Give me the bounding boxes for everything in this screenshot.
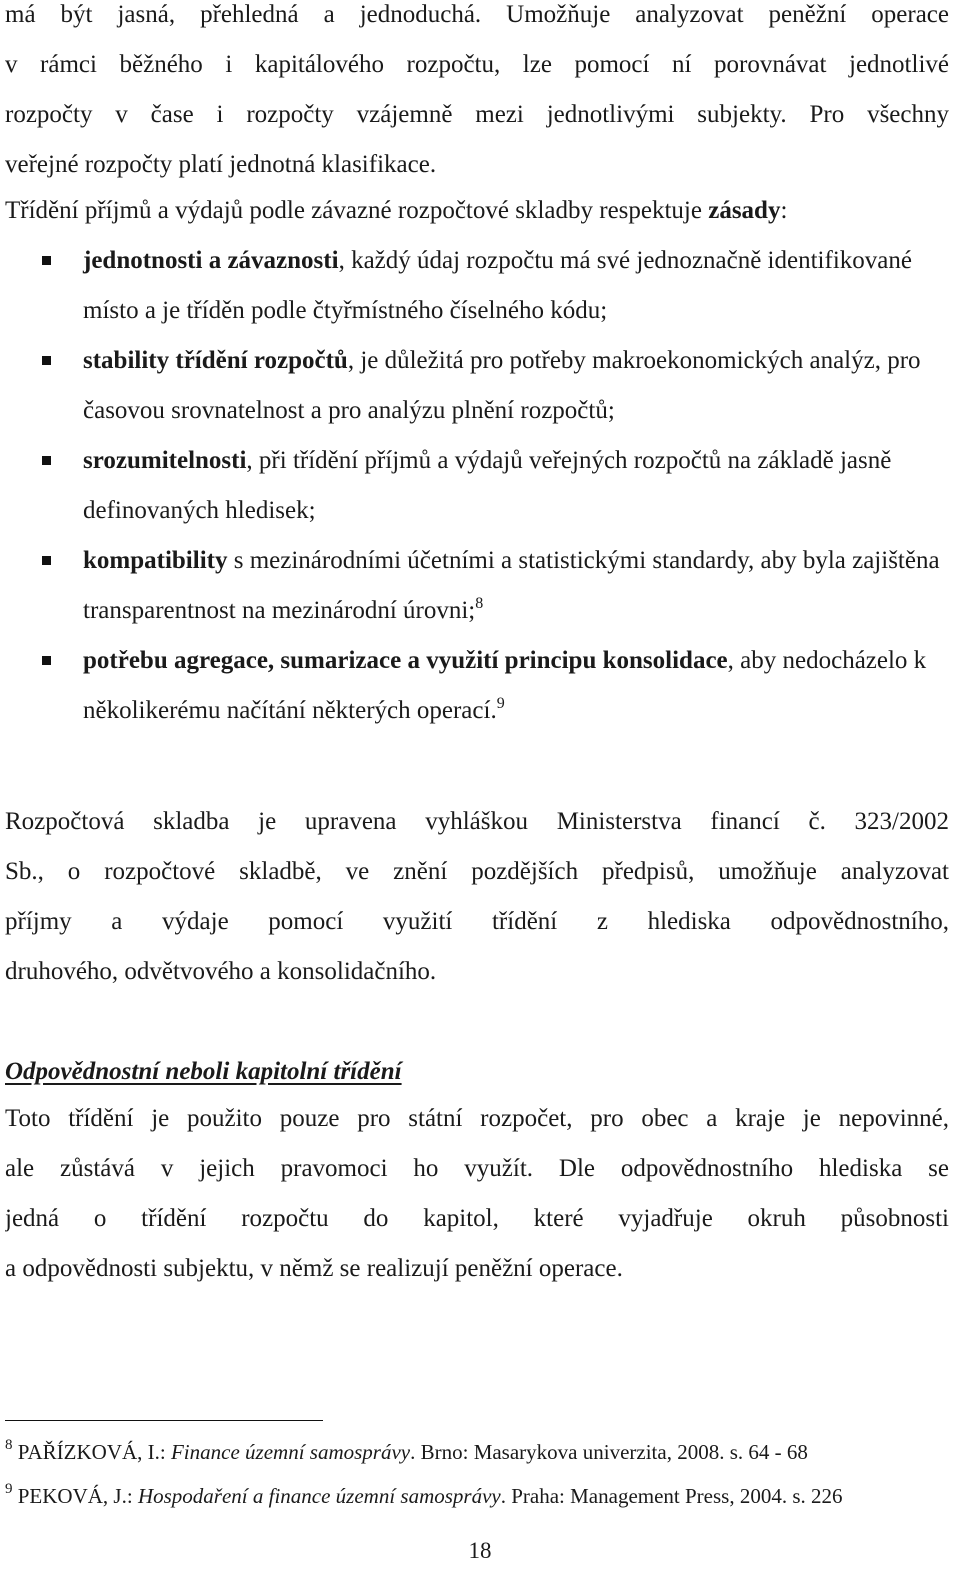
list-item (5, 236, 949, 336)
principles-intro (5, 186, 949, 236)
principle-term: stability třídění rozpočtů (83, 347, 348, 374)
principle-term: kompatibility (83, 547, 228, 574)
footnote-ref-9[interactable]: 9 (496, 695, 505, 712)
principles-list (5, 236, 949, 736)
footnote-title: Finance územní samosprávy (170, 1440, 411, 1464)
list-item (5, 636, 949, 736)
regulation-line-4: druhového, odvětvového a konsolidačního. (5, 958, 437, 985)
footnote-number: 8 (5, 1437, 13, 1453)
principles-intro-bold: zásady (708, 197, 781, 224)
list-item (5, 536, 949, 636)
section-heading: Odpovědnostní neboli kapitolní třídění (5, 1058, 402, 1085)
section-line-2: ale zůstává v jejich pravomoci ho využít. Dle odpovědnostního hlediska se (5, 1155, 949, 1182)
principle-term: srozumitelnosti (83, 447, 247, 474)
intro-line-4: veřejné rozpočty platí jednotná klasifikace. (5, 151, 437, 178)
principles-intro-text: Třídění příjmů a výdajů podle závazné rozpočtové skladby respektuje (5, 197, 709, 224)
section-line-1: Toto třídění je použito pouze pro státní rozpočet, pro obec a kraje je nepovinné, (5, 1105, 949, 1132)
principle-text: , aby nedocházelo k několikerému načítání některých operací. (83, 647, 927, 724)
regulation-paragraph (5, 797, 949, 997)
principle-text: , při třídění příjmů a výdajů veřejných rozpočtů na základě jasně definovaných hledisek; (83, 447, 892, 524)
square-bullet-icon (42, 556, 51, 565)
regulation-line-2: Sb., o rozpočtové skladbě, ve znění pozdějších předpisů, umožňuje analyzovat (5, 858, 949, 885)
square-bullet-icon (42, 356, 51, 365)
footnote-author: PEKOVÁ, J.: (17, 1484, 138, 1508)
footnote-number: 9 (5, 1481, 13, 1497)
footnote-rest: . Praha: Management Press, 2004. s. 226 (500, 1484, 843, 1508)
list-item (5, 436, 949, 536)
footnote-author: PAŘÍZKOVÁ, I.: (17, 1440, 171, 1464)
intro-line-1: má být jasná, přehledná a jednoduchá. Umožňuje analyzovat peněžní operace (5, 1, 949, 28)
section-paragraph (5, 1094, 949, 1294)
list-item (5, 336, 949, 436)
section-line-3: jedná o třídění rozpočtu do kapitol, které vyjadřuje okruh působnosti (5, 1205, 949, 1232)
intro-line-2: v rámci běžného i kapitálového rozpočtu, lze pomocí ní porovnávat jednotlivé (5, 51, 949, 78)
principle-text: , každý údaj rozpočtu má své jednoznačně identifikované místo a je tříděn podle čtyřmístného číselného kódu; (83, 247, 912, 324)
footnote-9 (5, 1481, 843, 1511)
intro-paragraph (5, 0, 949, 190)
footnote-title: Hospodaření a finance územní samosprávy (137, 1484, 501, 1508)
regulation-line-3: příjmy a výdaje pomocí využití třídění z hlediska odpovědnostního, (5, 908, 949, 935)
principle-text: s mezinárodními účetními a statistickými standardy, aby byla zajištěna transparentnost na mezinárodní úrovni; (83, 547, 940, 624)
footnote-ref-8[interactable]: 8 (475, 595, 484, 612)
principles-intro-colon: : (780, 197, 788, 224)
footnote-rest: . Brno: Masarykova univerzita, 2008. s. 64 - 68 (410, 1440, 808, 1464)
footnote-8 (5, 1437, 808, 1467)
principle-text: , je důležitá pro potřeby makroekonomických analýz, pro časovou srovnatelnost a pro analýzu plnění rozpočtů; (83, 347, 921, 424)
square-bullet-icon (42, 456, 51, 465)
section-line-4: a odpovědnosti subjektu, v němž se realizují peněžní operace. (5, 1255, 623, 1282)
regulation-line-1: Rozpočtová skladba je upravena vyhláškou Ministerstva financí č. 323/2002 (5, 808, 949, 835)
principle-term: jednotnosti a závaznosti (83, 247, 339, 274)
principle-term: potřebu agregace, sumarizace a využití principu konsolidace (83, 647, 728, 674)
page-number: 18 (468, 1538, 492, 1563)
square-bullet-icon (42, 656, 51, 665)
square-bullet-icon (42, 256, 51, 265)
footnote-divider (5, 1420, 323, 1421)
intro-line-3: rozpočty v čase i rozpočty vzájemně mezi jednotlivými subjekty. Pro všechny (5, 101, 949, 128)
